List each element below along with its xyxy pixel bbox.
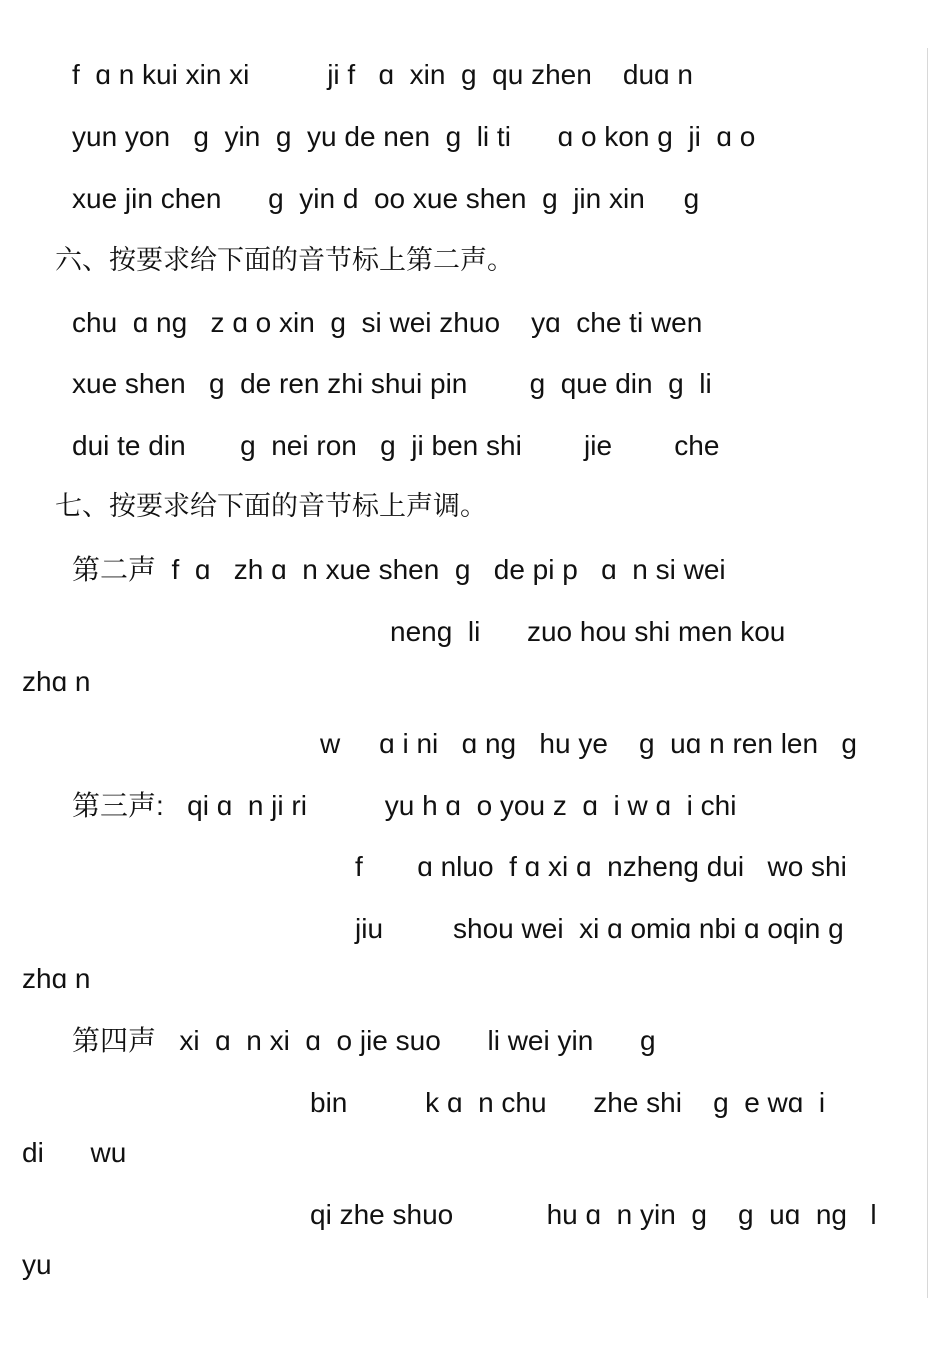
third-tone-line-3: jiu shou wei xi ɑ omiɑ nbi ɑ oqin ɡ [355, 913, 844, 944]
third-tone-line-4: zhɑ n [22, 963, 91, 994]
fourth-tone-line-4: qi zhe shuo hu ɑ n yin ɡ ɡ uɑ ng l [310, 1199, 877, 1230]
fourth-tone-line-1: 第四声 xi ɑ n xi ɑ o jie suo li wei yin ɡ [72, 1025, 656, 1056]
fourth-tone-line-2: bin k ɑ n chu zhe shi ɡ e wɑ i [310, 1087, 826, 1118]
fourth-tone-line-5: yu [22, 1249, 52, 1280]
second-tone-line-2: neng li zuo hou shi men kou [390, 616, 786, 647]
pinyin-line-7: dui te din ɡ nei ron ɡ ji ben shi jie che [72, 430, 720, 461]
fourth-tone-line-3: di wu [22, 1137, 127, 1168]
pinyin-line-1: f ɑ n kui xin xi ji f ɑ xin ɡ qu zhen duɑ n [72, 59, 693, 90]
second-tone-line-3: zhɑ n [22, 666, 91, 697]
second-tone-line-1: 第二声 f ɑ zh ɑ n xue shen ɡ de pi p ɑ n si wei [72, 554, 726, 585]
pinyin-line-2: yun yon ɡ yin ɡ yu de nen ɡ li ti ɑ o kon ɡ ji ɑ o [72, 121, 756, 152]
pinyin-line-5: chu ɑ ng z ɑ o xin ɡ si wei zhuo yɑ che ti wen [72, 307, 703, 338]
section-seven-heading: 七、按要求给下面的音节标上声调。 [55, 491, 487, 522]
section-six-heading: 六、按要求给下面的音节标上第二声。 [55, 245, 514, 276]
page-right-border [927, 48, 928, 1298]
third-tone-line-2: f ɑ nluo f ɑ xi ɑ nzheng dui wo shi [355, 851, 847, 882]
pinyin-line-3: xue jin chen ɡ yin d oo xue shen ɡ jin xin ɡ [72, 183, 700, 214]
second-tone-line-4: w ɑ i ni ɑ ng hu ye ɡ uɑ n ren len ɡ [320, 728, 857, 759]
third-tone-line-1: 第三声: qi ɑ n ji ri yu h ɑ o you z ɑ i w ɑ i chi [72, 790, 737, 821]
pinyin-line-6: xue shen ɡ de ren zhi shui pin ɡ que din ɡ li [72, 368, 712, 399]
